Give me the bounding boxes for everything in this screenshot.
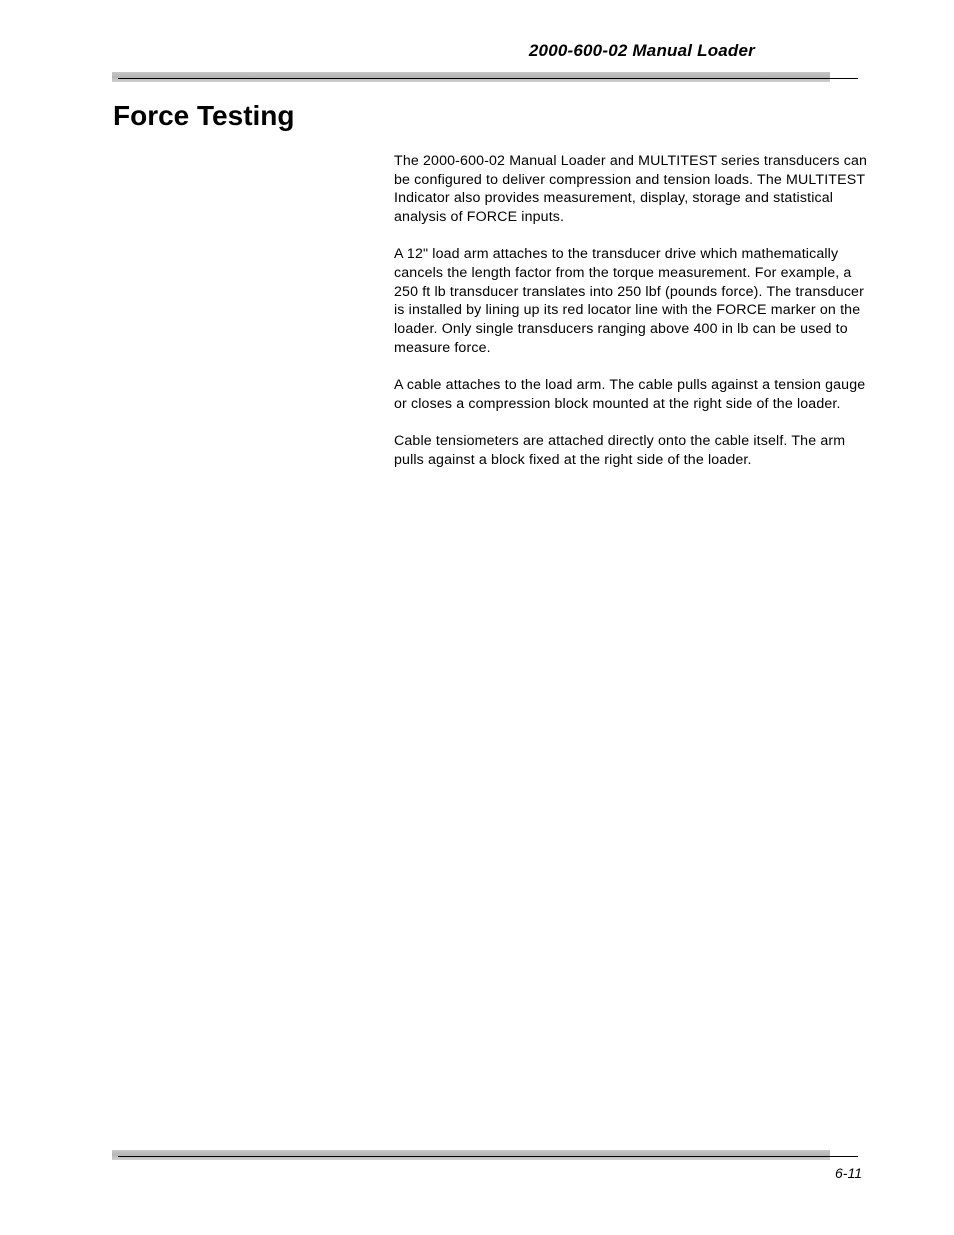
paragraph: Cable tensiometers are attached directly onto the cable itself. The arm pulls against a block fixed at the right side of the loader. bbox=[394, 432, 846, 468]
section-heading: Force Testing bbox=[113, 100, 295, 131]
body-text bbox=[394, 152, 872, 488]
footer-rule-line bbox=[118, 1156, 858, 1157]
header-rule-bar bbox=[112, 72, 830, 82]
paragraph: A cable attaches to the load arm. The cable pulls against a tension gauge or closes a compression block mounted at the right side of the loader. bbox=[394, 377, 866, 412]
paragraph: The 2000-600-02 Manual Loader and MULTITEST series transducers can be configured to deliver compression and tension loads. The MULTITEST Indicator also provides measurement, display, storage and statistical analysis of FORCE inputs. bbox=[394, 153, 868, 226]
header-rule-line bbox=[118, 78, 858, 79]
page-number: 6-11 bbox=[835, 1165, 862, 1181]
paragraph: A 12" load arm attaches to the transducer drive which mathematically cancels the length factor from the torque measurement. For example, a 250 ft lb transducer translates into 250 lbf (pounds force). The transducer is installed by lining up its red locator line with the FORCE marker on the loader. Only single transducers ranging above 400 in lb can be used to measure force. bbox=[394, 246, 864, 356]
footer-rule-bar bbox=[112, 1150, 830, 1160]
header-title: 2000-600-02 Manual Loader bbox=[528, 41, 755, 60]
